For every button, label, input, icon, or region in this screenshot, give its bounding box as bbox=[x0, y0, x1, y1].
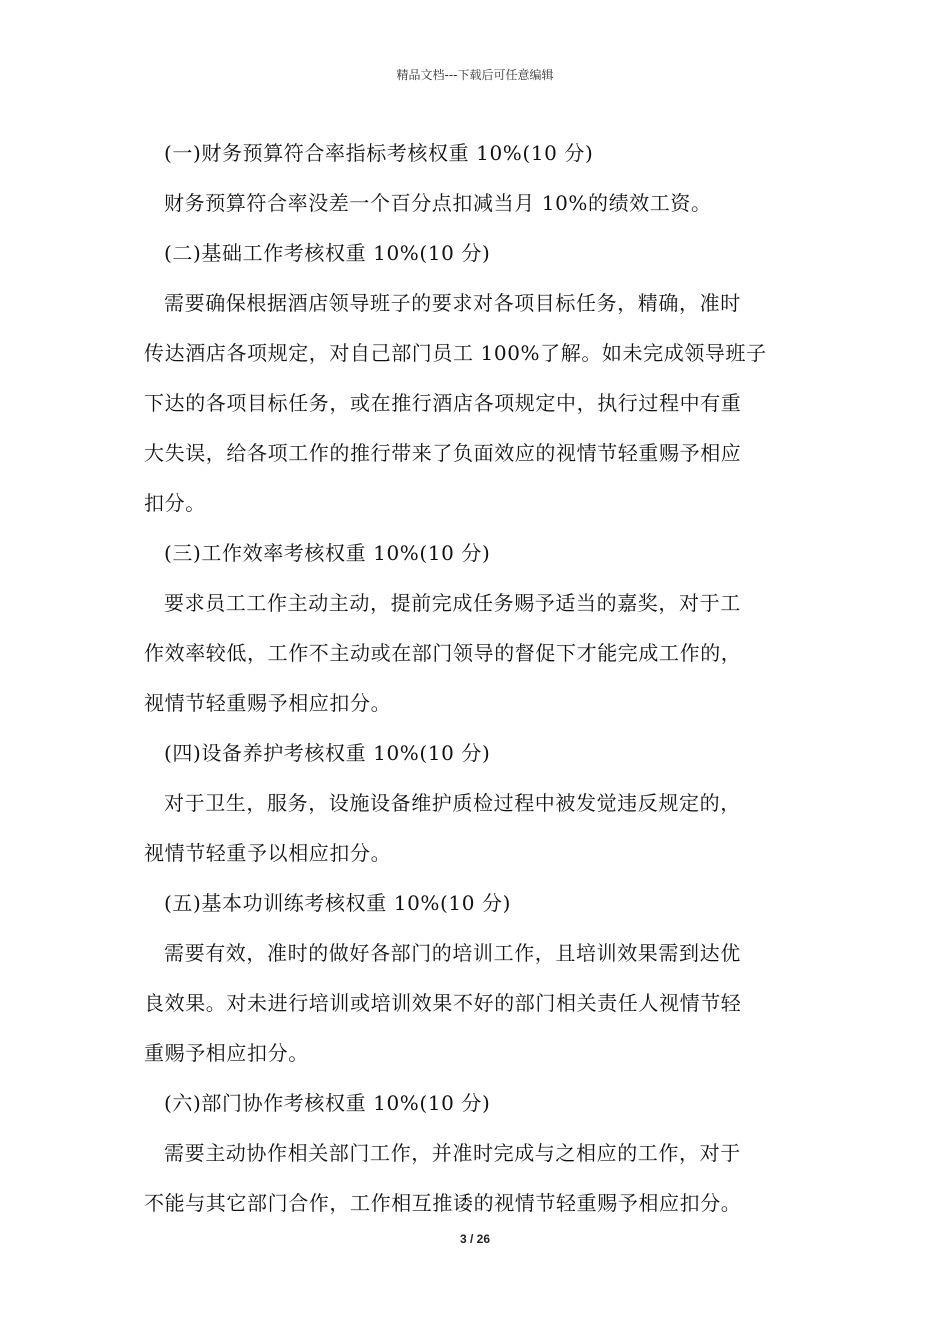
section-heading-5: (五)基本功训练考核权重 10%(10 分) bbox=[164, 891, 512, 915]
document-body bbox=[144, 128, 809, 1228]
section-heading-6: (六)部门协作考核权重 10%(10 分) bbox=[164, 1091, 491, 1115]
section-heading-2: (二)基础工作考核权重 10%(10 分) bbox=[164, 241, 491, 265]
paragraph-line: 大失误，给各项工作的推行带来了负面效应的视情节轻重赐予相应 bbox=[144, 441, 742, 465]
paragraph-line: 需要主动协作相关部门工作，并准时完成与之相应的工作，对于 bbox=[164, 1141, 741, 1165]
section-heading-4: (四)设备养护考核权重 10%(10 分) bbox=[164, 741, 491, 765]
paragraph-line: 财务预算符合率没差一个百分点扣减当月 10%的绩效工资。 bbox=[164, 191, 712, 215]
paragraph-line: 重赐予相应扣分。 bbox=[144, 1041, 309, 1065]
page-header: 精品文档---下载后可任意编辑 bbox=[396, 68, 554, 82]
section-heading-1: (一)财务预算符合率指标考核权重 10%(10 分) bbox=[164, 141, 594, 165]
paragraph-line: 要求员工工作主动主动，提前完成任务赐予适当的嘉奖，对于工 bbox=[164, 591, 741, 615]
paragraph-line: 需要确保根据酒店领导班子的要求对各项目标任务，精确，准时 bbox=[164, 291, 741, 315]
page-number: 3 / 26 bbox=[459, 1232, 491, 1246]
paragraph-line: 视情节轻重赐予相应扣分。 bbox=[144, 691, 392, 715]
paragraph-line: 扣分。 bbox=[144, 491, 206, 515]
paragraph-line: 传达酒店各项规定，对自己部门员工 100%了解。如未完成领导班子 bbox=[144, 341, 767, 365]
paragraph-line: 需要有效，准时的做好各部门的培训工作，且培训效果需到达优 bbox=[164, 941, 741, 965]
paragraph-line: 对于卫生，服务，设施设备维护质检过程中被发觉违反规定的， bbox=[164, 791, 741, 815]
paragraph-line: 视情节轻重予以相应扣分。 bbox=[144, 841, 392, 865]
paragraph-line: 作效率较低，工作不主动或在部门领导的督促下才能完成工作的， bbox=[144, 641, 742, 665]
paragraph-line: 不能与其它部门合作，工作相互推诿的视情节轻重赐予相应扣分。 bbox=[144, 1191, 742, 1215]
paragraph-line: 下达的各项目标任务，或在推行酒店各项规定中，执行过程中有重 bbox=[144, 391, 742, 415]
section-heading-3: (三)工作效率考核权重 10%(10 分) bbox=[164, 541, 491, 565]
paragraph-line: 良效果。对未进行培训或培训效果不好的部门相关责任人视情节轻 bbox=[144, 991, 742, 1015]
